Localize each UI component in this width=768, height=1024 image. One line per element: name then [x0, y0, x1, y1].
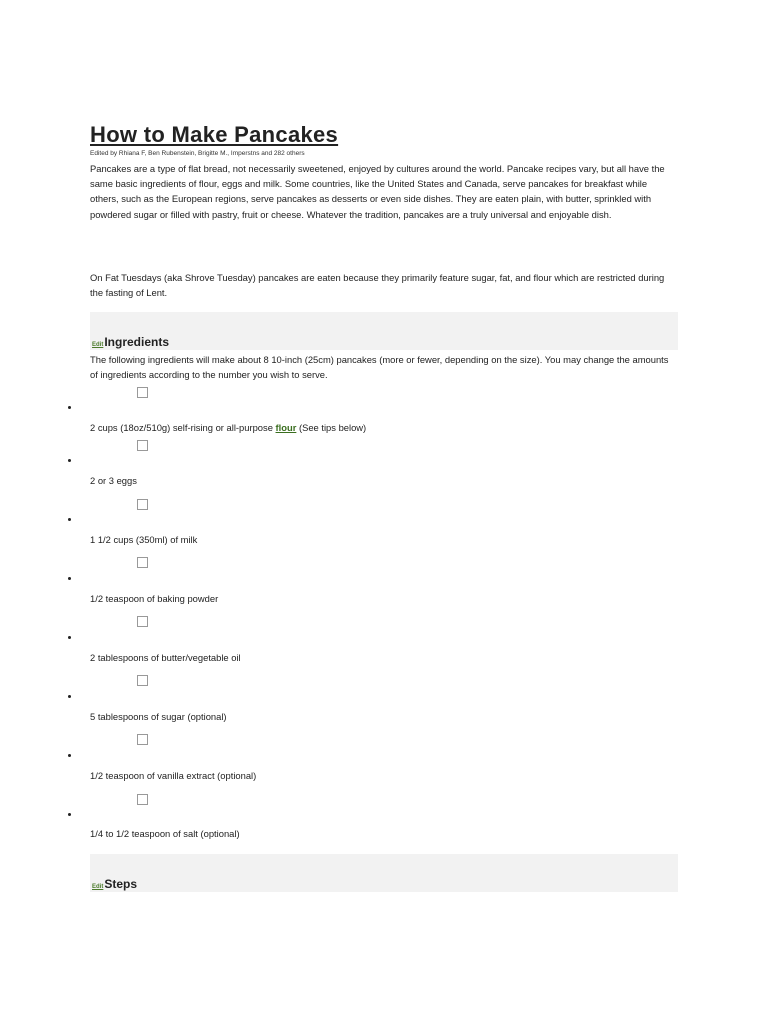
ingredient-checkbox[interactable]: [137, 616, 148, 627]
edit-ingredients-link[interactable]: Edit: [92, 342, 104, 348]
ingredient-checkbox[interactable]: [137, 794, 148, 805]
bullet-icon: [68, 754, 71, 757]
ingredient-item: 1/2 teaspoon of vanilla extract (optional): [90, 770, 257, 781]
flour-link[interactable]: flour: [275, 422, 297, 433]
intro-paragraph: Pancakes are a type of flat bread, not necessarily sweetened, enjoyed by cultures around the world. Pancake recipes vary, but all have the same basic ingredients of flour, eggs and milk. Some countries, like the United States and Canada, serve pancakes for breakfast while others, such as the European regions, serve pancakes as desserts or even side dishes. They are eaten plain, with butter, sprinkled with powdered sugar or filled with pastry, fruit or cheese. Whatever the tradition, pancakes are a truly universal and enjoyable dish.: [90, 163, 665, 220]
steps-heading: EditSteps: [92, 877, 138, 891]
edit-steps-link[interactable]: Edit: [92, 884, 104, 890]
ingredients-section-header: [90, 312, 678, 350]
ingredient-item: 1/4 to 1/2 teaspoon of salt (optional): [90, 828, 240, 839]
ingredient-item: 1/2 teaspoon of baking powder: [90, 593, 219, 604]
bullet-icon: [68, 459, 71, 462]
ingredients-heading: EditIngredients: [92, 335, 170, 349]
steps-section-header: [90, 854, 678, 892]
ingredient-checkbox[interactable]: [137, 387, 148, 398]
ingredient-checkbox[interactable]: [137, 499, 148, 510]
ingredient-checkbox[interactable]: [137, 440, 148, 451]
ingredient-item: 1 1/2 cups (350ml) of milk: [90, 534, 198, 545]
bullet-icon: [68, 813, 71, 816]
page-title: How to Make Pancakes: [90, 122, 339, 147]
ingredient-checkbox[interactable]: [137, 675, 148, 686]
ingredients-intro: The following ingredients will make about 8 10-inch (25cm) pancakes (more or fewer, depending on the size). You may change the amounts of ingredients according to the number you wish to serve.: [90, 354, 669, 381]
ingredient-checkbox[interactable]: [137, 734, 148, 745]
bullet-icon: [68, 695, 71, 698]
ingredient-item: 2 tablespoons of butter/vegetable oil: [90, 652, 241, 663]
byline: Edited by Rhiana F, Ben Rubenstein, Brigitte M., Imperstns and 282 others: [90, 150, 305, 157]
fat-tuesday-paragraph: On Fat Tuesdays (aka Shrove Tuesday) pancakes are eaten because they primarily feature sugar, fat, and flour which are restricted during the fasting of Lent.: [90, 272, 665, 299]
bullet-icon: [68, 636, 71, 639]
bullet-icon: [68, 577, 71, 580]
ingredient-item: 2 cups (18oz/510g) self-rising or all-purpose flour (See tips below): [90, 422, 367, 433]
ingredient-item: 2 or 3 eggs: [90, 475, 137, 486]
bullet-icon: [68, 518, 71, 521]
ingredient-checkbox[interactable]: [137, 557, 148, 568]
bullet-icon: [68, 406, 71, 409]
ingredient-item: 5 tablespoons of sugar (optional): [90, 711, 227, 722]
